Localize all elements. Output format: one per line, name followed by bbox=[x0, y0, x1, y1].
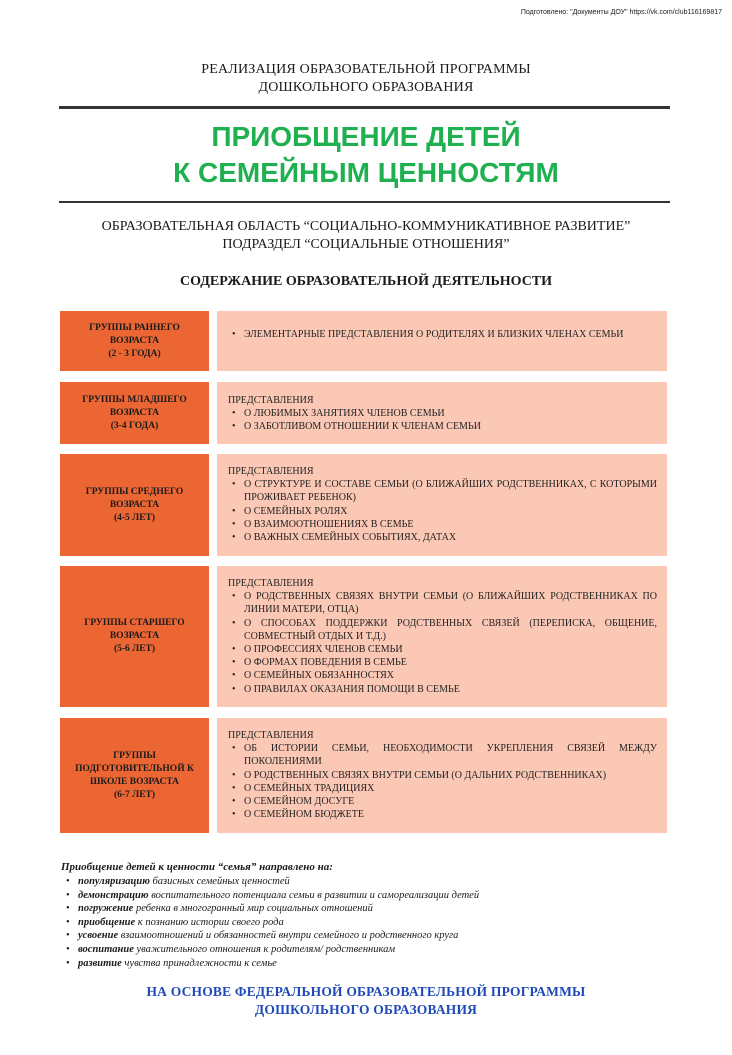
content-item: • О СЕМЕЙНЫХ ТРАДИЦИЯХ bbox=[228, 782, 657, 795]
content-item: • О СЕМЕЙНЫХ ОБЯЗАННОСТЯХ bbox=[228, 669, 657, 682]
group-age: (5-6 ЛЕТ) bbox=[113, 644, 156, 654]
summary-text: ребенка в многогранный мир социальных отношений bbox=[133, 903, 373, 915]
bottom-divider bbox=[59, 201, 670, 203]
summary-list bbox=[64, 875, 479, 970]
summary-term: воспитание bbox=[78, 943, 134, 955]
content-item: • О РОДСТВЕННЫХ СВЯЗЯХ ВНУТРИ СЕМЬИ (О ДАЛЬНИХ РОДСТВЕННИКАХ) bbox=[228, 769, 657, 782]
content-item: • О РОДСТВЕННЫХ СВЯЗЯХ ВНУТРИ СЕМЬИ (О БЛИЖАЙШИХ РОДСТВЕННИКАХ ПО ЛИНИИ МАТЕРИ, ОТЦА) bbox=[228, 590, 657, 616]
group-age: (4-5 ЛЕТ) bbox=[113, 512, 156, 523]
page-title-line-2: К СЕМЕЙНЫМ ЦЕННОСТЯМ bbox=[173, 157, 559, 188]
content-item: • ОБ ИСТОРИИ СЕМЬИ, НЕОБХОДИМОСТИ УКРЕПЛЕНИЯ СВЯЗЕЙ МЕЖДУ ПОКОЛЕНИЯМИ bbox=[228, 742, 657, 768]
group-age: (6-7 ЛЕТ) bbox=[113, 789, 156, 800]
content-item: • О СПОСОБАХ ПОДДЕРЖКИ РОДСТВЕННЫХ СВЯЗЕЙ (ПЕРЕПИСКА, ОБЩЕНИЕ, СОВМЕСТНЫЙ ОТДЫХ И Т.Д.) bbox=[228, 617, 657, 643]
age-row-middle bbox=[60, 454, 667, 556]
footer-line-1: НА ОСНОВЕ ФЕДЕРАЛЬНОЙ ОБРАЗОВАТЕЛЬНОЙ ПРОГРАММЫ bbox=[146, 984, 586, 999]
group-label bbox=[60, 382, 209, 444]
credit-text: Подготовлено: "Документы ДОУ" https://vk.com/club116169817 bbox=[520, 9, 722, 16]
header-line-2: ДОШКОЛЬНОГО ОБРАЗОВАНИЯ bbox=[258, 80, 474, 95]
summary-term: развитие bbox=[78, 957, 122, 969]
area-line-2: ПОДРАЗДЕЛ “СОЦИАЛЬНЫЕ ОТНОШЕНИЯ” bbox=[222, 237, 510, 252]
summary-item bbox=[64, 902, 479, 916]
group-label bbox=[60, 454, 209, 556]
summary-term: популяризацию bbox=[78, 876, 150, 887]
content-item: • О СЕМЕЙНОМ БЮДЖЕТЕ bbox=[228, 808, 657, 821]
summary-text: взаимоотношений и обязанностей внутри семейного и родственного круга bbox=[118, 930, 459, 942]
area-line-1: ОБРАЗОВАТЕЛЬНАЯ ОБЛАСТЬ “СОЦИАЛЬНО-КОММУНИКАТИВНОЕ РАЗВИТИЕ” bbox=[101, 219, 631, 234]
content-prefix: ПРЕДСТАВЛЕНИЯ bbox=[228, 466, 314, 477]
content-cell bbox=[217, 311, 667, 371]
content-cell bbox=[217, 454, 667, 556]
age-row-preparatory bbox=[60, 718, 667, 833]
group-label bbox=[60, 311, 209, 371]
content-item: • О ПРАВИЛАХ ОКАЗАНИЯ ПОМОЩИ В СЕМЬЕ bbox=[228, 683, 657, 696]
group-label bbox=[60, 718, 209, 833]
content-cell bbox=[217, 718, 667, 833]
content-prefix: ПРЕДСТАВЛЕНИЯ bbox=[228, 395, 314, 406]
footer-line-2: ДОШКОЛЬНОГО ОБРАЗОВАНИЯ bbox=[254, 1002, 478, 1017]
summary-item bbox=[64, 929, 479, 943]
summary-item bbox=[64, 943, 479, 957]
content-item: • О СЕМЕЙНОМ ДОСУГЕ bbox=[228, 795, 657, 808]
summary-text: воспитательного потенциала семьи в развитии и самореализации детей bbox=[148, 889, 480, 901]
content-item: • О ВАЖНЫХ СЕМЕЙНЫХ СОБЫТИЯХ, ДАТАХ bbox=[228, 531, 657, 544]
summary-term: погружение bbox=[78, 903, 134, 915]
group-age: (2 - 3 ГОДА) bbox=[108, 348, 161, 359]
content-item: • О СТРУКТУРЕ И СОСТАВЕ СЕМЬИ (О БЛИЖАЙШИХ РОДСТВЕННИКАХ, С КОТОРЫМИ ПРОЖИВАЕТ РЕБЕНОК) bbox=[228, 478, 657, 504]
section-title: СОДЕРЖАНИЕ ОБРАЗОВАТЕЛЬНОЙ ДЕЯТЕЛЬНОСТИ bbox=[179, 274, 553, 289]
summary-text: чувства принадлежности к семье bbox=[121, 957, 277, 969]
summary-term: усвоение bbox=[78, 930, 119, 942]
content-item: • О СЕМЕЙНЫХ РОЛЯХ bbox=[228, 505, 657, 518]
page-title-line-1: ПРИОБЩЕНИЕ ДЕТЕЙ bbox=[211, 121, 521, 152]
content-cell bbox=[217, 382, 667, 444]
summary-term: приобщение bbox=[78, 916, 136, 928]
content-prefix: ПРЕДСТАВЛЕНИЯ bbox=[228, 578, 314, 589]
group-name: ГРУППЫ МЛАДШЕГО ВОЗРАСТА bbox=[82, 394, 187, 418]
group-name: ГРУППЫ СРЕДНЕГО ВОЗРАСТА bbox=[85, 486, 184, 510]
summary-intro: Приобщение детей к ценности “семья” направлено на: bbox=[61, 861, 333, 873]
header-line-1: РЕАЛИЗАЦИЯ ОБРАЗОВАТЕЛЬНОЙ ПРОГРАММЫ bbox=[201, 62, 531, 77]
content-prefix: ПРЕДСТАВЛЕНИЯ bbox=[228, 730, 314, 741]
summary-term: демонстрацию bbox=[78, 889, 149, 901]
group-name: ГРУППЫ СТАРШЕГО ВОЗРАСТА bbox=[84, 618, 185, 641]
group-age: (3-4 ГОДА) bbox=[110, 420, 159, 431]
summary-item bbox=[64, 875, 479, 889]
group-name: ГРУППЫ ПОДГОТОВИТЕЛЬНОЙ К ШКОЛЕ ВОЗРАСТА bbox=[75, 750, 194, 787]
summary-item bbox=[64, 957, 479, 971]
content-item: • О ЗАБОТЛИВОМ ОТНОШЕНИИ К ЧЛЕНАМ СЕМЬИ bbox=[228, 420, 657, 433]
top-divider bbox=[59, 106, 670, 109]
summary-item bbox=[64, 889, 479, 903]
content-item: • О ВЗАИМООТНОШЕНИЯХ В СЕМЬЕ bbox=[228, 518, 657, 531]
group-name: ГРУППЫ РАННЕГО ВОЗРАСТА bbox=[89, 322, 180, 346]
summary-text: к познанию истории своего рода bbox=[135, 916, 284, 928]
age-row-early bbox=[60, 311, 667, 371]
content-cell bbox=[217, 566, 667, 707]
content-item: • О ФОРМАХ ПОВЕДЕНИЯ В СЕМЬЕ bbox=[228, 656, 657, 669]
content-item: • О ЛЮБИМЫХ ЗАНЯТИЯХ ЧЛЕНОВ СЕМЬИ bbox=[228, 407, 657, 420]
summary-text: базисных семейных ценностей bbox=[149, 876, 290, 887]
summary-item bbox=[64, 916, 479, 930]
age-row-junior bbox=[60, 382, 667, 444]
content-item: • ЭЛЕМЕНТАРНЫЕ ПРЕДСТАВЛЕНИЯ О РОДИТЕЛЯХ И БЛИЗКИХ ЧЛЕНАХ СЕМЬИ bbox=[228, 328, 657, 341]
content-item: • О ПРОФЕССИЯХ ЧЛЕНОВ СЕМЬИ bbox=[228, 643, 657, 656]
age-row-senior bbox=[60, 566, 667, 707]
summary-text: уважительного отношения к родителям/ родственникам bbox=[133, 943, 396, 955]
group-label bbox=[60, 566, 209, 707]
